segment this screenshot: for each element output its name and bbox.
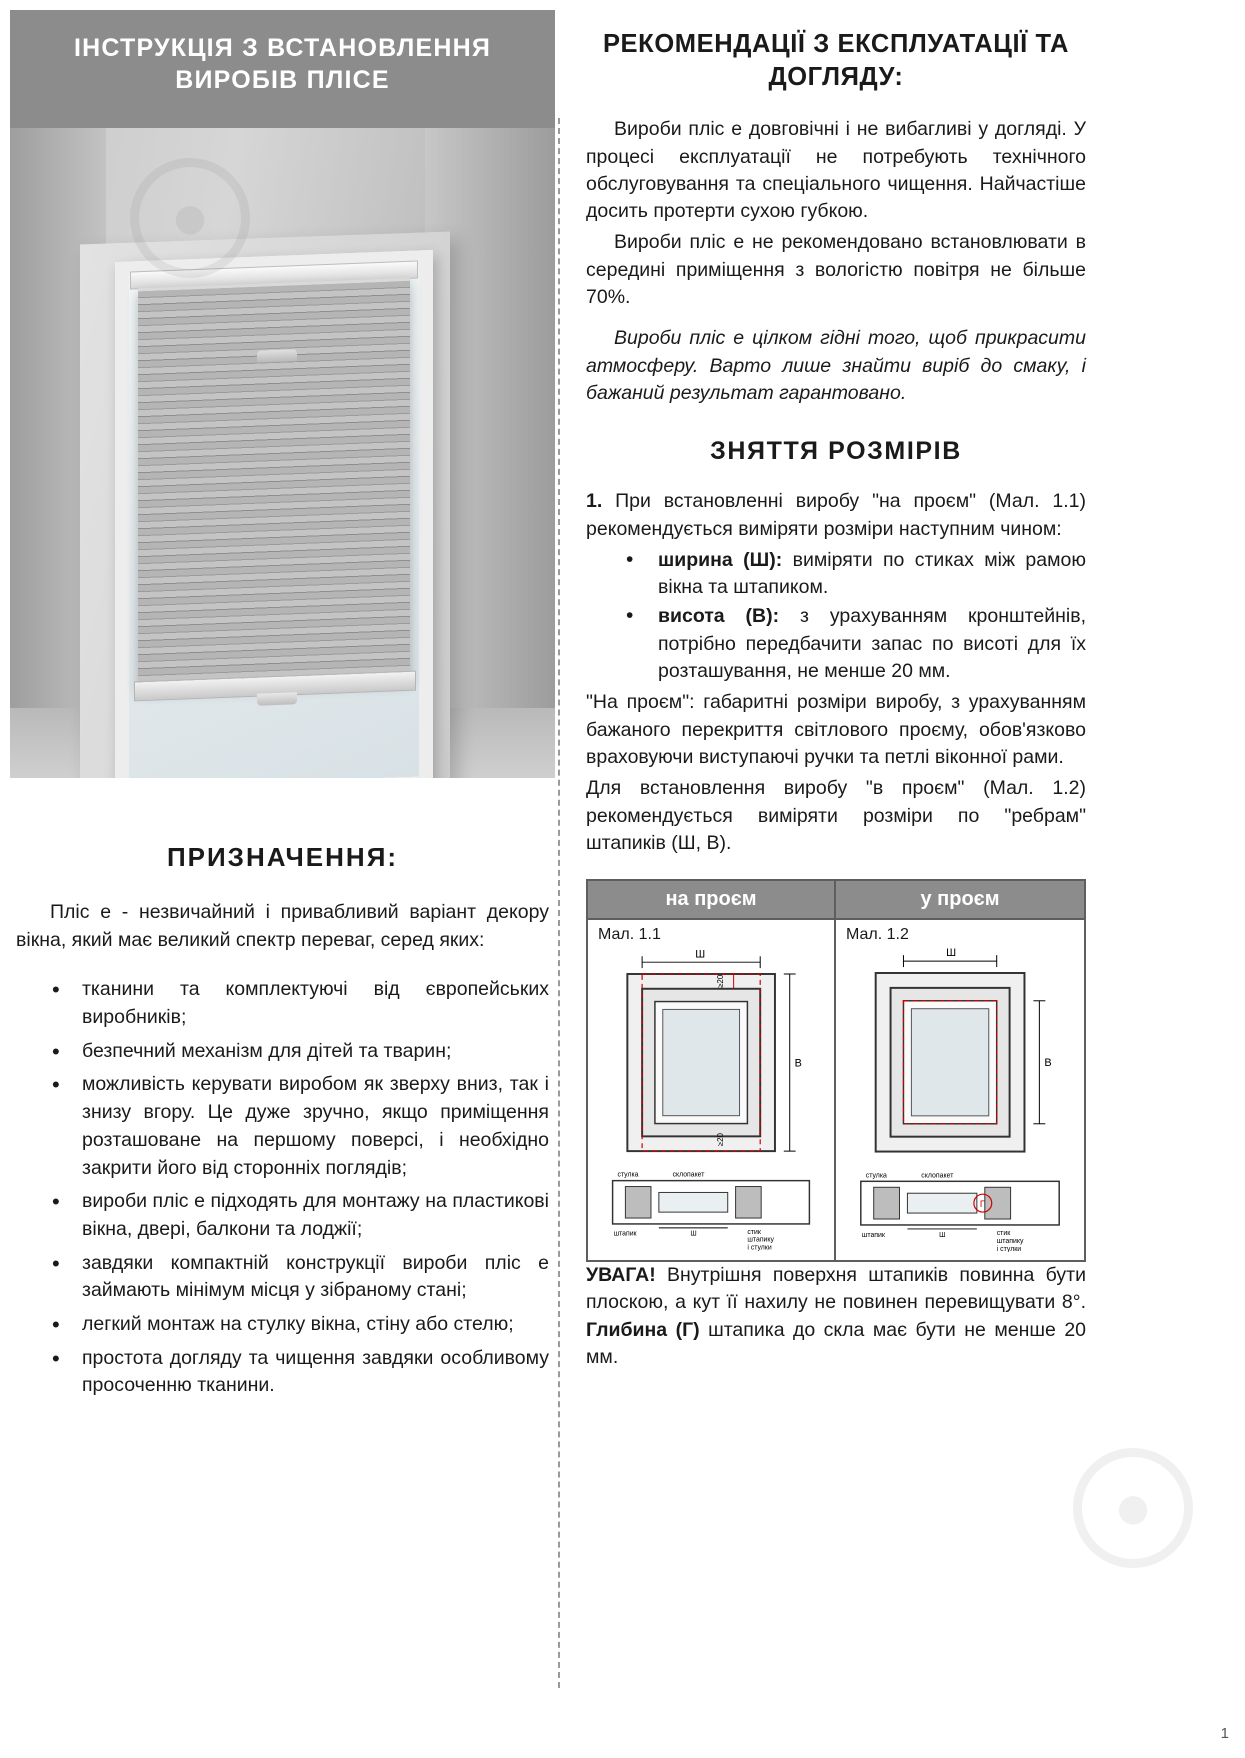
measurement-paragraph-4: "На проєм": габаритні розміри виробу, з урахуванням бажаного перекриття світлового проєму, обов'язково враховуючи виступаючі ручки та петлі віконної рами. (586, 691, 1086, 768)
care-paragraph-1: Вироби пліс e довговічні і не вибагливі у догляді. У процесі експлуатації не потребують технічного обслуговування та спеціального чищення. Найчастіше досить протерти сухою губкою. (586, 118, 1086, 223)
measurement-heading: ЗНЯТТЯ РОЗМІРІВ (710, 437, 962, 466)
measurement-intro-number: 1. (586, 490, 603, 513)
list-item: • безпечний механізм для дітей та тварин; (16, 1038, 549, 1066)
svg-text:штапику: штапику (747, 1236, 774, 1244)
warning-label: УВАГА! (586, 1264, 656, 1287)
figure-header-in-opening: у проєм (836, 881, 1084, 920)
watermark-icon: ● (130, 158, 250, 278)
figure-label-1-2: Мал. 1.2 (846, 926, 909, 944)
bullet-term-width: ширина (Ш): (658, 548, 783, 571)
purpose-bullet-list (16, 976, 549, 1400)
svg-text:Ш: Ш (946, 947, 957, 960)
svg-text:штапику: штапику (996, 1237, 1024, 1245)
svg-text:Ш: Ш (690, 1230, 697, 1238)
warning-bold-depth: Глибина (Г) (586, 1318, 700, 1341)
svg-text:≥20: ≥20 (715, 974, 725, 988)
list-item: • легкий монтаж на стулку вікна, стіну або стелю; (16, 1311, 549, 1339)
right-column (586, 28, 1086, 1375)
figures-table (586, 879, 1086, 1262)
figure-label-1-1: Мал. 1.1 (598, 926, 661, 944)
measurement-bullet-list (586, 547, 1086, 685)
purpose-heading: ПРИЗНАЧЕННЯ: (166, 842, 399, 872)
list-item: • можливість керувати виробом як зверху вниз, так і знизу вгору. Це дуже зручно, якщо приміщення розташоване на першому поверсі, і необхідно закрити його від сторонніх поглядів; (16, 1071, 549, 1182)
measurement-intro (586, 488, 1086, 543)
measurement-intro-text: При встановленні виробу "на проєм" (Мал. 1.1) рекомендується виміряти розміри наступним чином: (586, 490, 1086, 540)
figure-diagram-1-1 (588, 942, 834, 1252)
svg-text:В: В (794, 1057, 802, 1070)
svg-text:Г: Г (979, 1199, 985, 1210)
photo-bottom-handle (257, 692, 297, 706)
list-item (586, 547, 1086, 602)
svg-text:і стулки: і стулки (996, 1245, 1022, 1253)
bullet-term-height: висота (В): (658, 605, 780, 628)
care-heading: РЕКОМЕНДАЦІЇ З ЕКСПЛУАТАЦІЇ ТА ДОГЛЯДУ: (602, 30, 1070, 92)
watermark-bottom-icon: ● (1073, 1448, 1193, 1568)
warning-text-2: штапика до скла має бути не менше 20 мм. (586, 1318, 1087, 1368)
svg-text:стик: стик (996, 1229, 1011, 1237)
list-item: • завдяки компактній конструкції вироби пліс e займають мінімум місця у зібраному стані; (16, 1250, 549, 1305)
measurement-paragraph-5: Для встановлення виробу "в проєм" (Мал. 1.2) рекомендується виміряти розміри по "ребрам" штапиків (Ш, В). (586, 777, 1086, 854)
figure-cell-1-1 (588, 920, 836, 1260)
left-column (10, 10, 555, 1740)
svg-text:склопакет: склопакет (672, 1171, 705, 1179)
list-item: • вироби пліс e підходять для монтажу на пластикові вікна, двері, балкони та лоджії; (16, 1188, 549, 1243)
list-item: • тканини та комплектуючі від європейських виробників; (16, 976, 549, 1031)
figure-header-on-opening: на проєм (588, 881, 836, 920)
figure-diagram-1-2 (836, 942, 1084, 1252)
list-item (586, 603, 1086, 685)
figure-cell-1-2 (836, 920, 1084, 1260)
photo-top-handle (257, 349, 297, 363)
svg-text:склопакет: склопакет (921, 1172, 954, 1180)
svg-text:стулка: стулка (617, 1171, 639, 1179)
svg-text:штапик: штапик (861, 1231, 885, 1239)
photo-pleated-fabric (138, 278, 410, 688)
left-title-banner: ІНСТРУКЦІЯ З ВСТАНОВЛЕННЯ ВИРОБІВ ПЛІСЕ (10, 10, 555, 128)
column-divider (558, 118, 560, 1688)
bullet-text-height: з урахуванням кронштейнів, потрібно передбачити запас по висоті для їх розташування, не менше 20 мм. (658, 605, 1086, 683)
purpose-intro: Пліс e - незвичайний і привабливий варіант декору вікна, який має великий спектр переваг, серед яких: (16, 901, 549, 951)
bullet-text-width: виміряти по стиках між рамою вікна та штапиком. (658, 548, 1086, 599)
list-item: • простота догляду та чищення завдяки особливому просоченню тканини. (16, 1345, 549, 1400)
svg-text:стик: стик (747, 1228, 761, 1236)
svg-text:Ш: Ш (939, 1231, 946, 1239)
svg-text:і стулки: і стулки (747, 1244, 772, 1252)
svg-text:стулка: стулка (865, 1172, 887, 1180)
warning-block (586, 1262, 1086, 1371)
page-number: 1 (1220, 1725, 1229, 1742)
svg-text:штапик: штапик (613, 1230, 637, 1238)
warning-text-1: Внутрішня поверхня штапиків повинна бути плоскою, а кут її нахилу не повинен перевищувати 8°. (586, 1264, 1086, 1314)
svg-text:Ш: Ш (695, 948, 706, 961)
svg-text:≥20: ≥20 (715, 1133, 725, 1147)
svg-text:В: В (1044, 1057, 1052, 1070)
care-paragraph-3: Вироби пліс e цілком гідні того, щоб прикрасити атмосферу. Варто лише знайти виріб до смаку, і бажаний результат гарантовано. (586, 327, 1086, 404)
purpose-section (10, 842, 555, 1400)
installation-photo (10, 128, 555, 778)
care-paragraph-2: Вироби пліс e не рекомендовано встановлювати в середині приміщення з вологістю повітря не більше 70%. (586, 231, 1086, 309)
